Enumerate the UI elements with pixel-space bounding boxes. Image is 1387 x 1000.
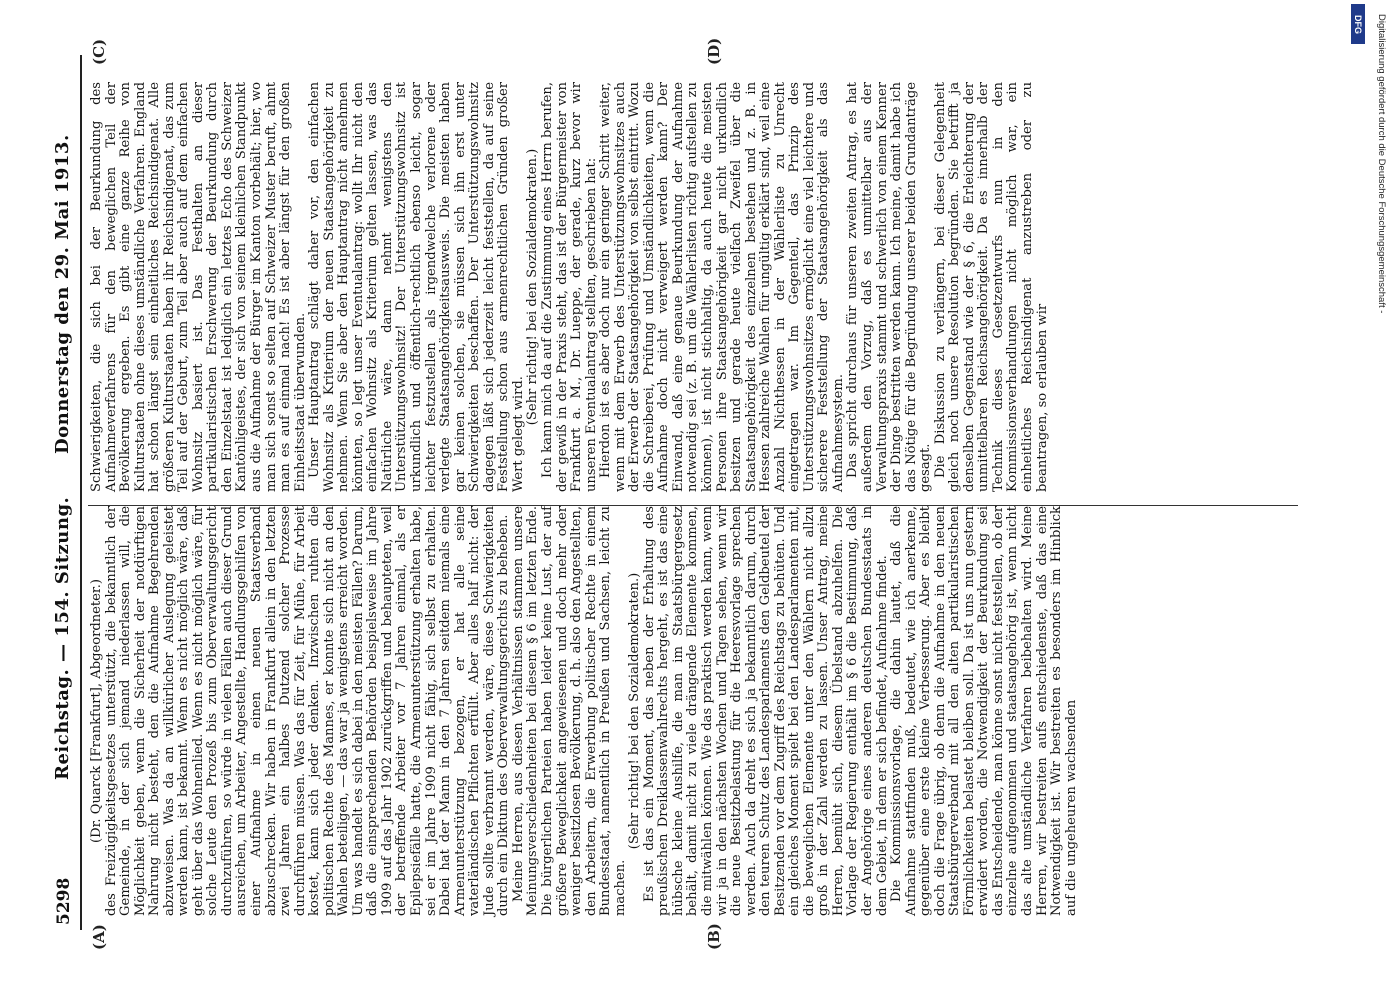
left-column xyxy=(90,506,1079,916)
paragraph: Meine Herren, aus diesen Verhältnissen stammen unsere Meinungsverschiedenheiten bei diesem § 6 im letzten Ende. Die bürgerlichen Parteien haben leider keine Lust, der auf größere Beweglichkeit angewiesenen und doch mehr oder weniger besitzlosen Bevölkerung, d. h. also den Angestellten, den Arbeitern, die Erwerbung politischer Rechte in einem Bundesstaat, namentlich in Preußen und Sachsen, leicht zu machen. xyxy=(510,506,628,916)
interjection: (Sehr richtig! bei den Sozialdemokraten.) xyxy=(525,148,541,426)
paragraph: Schwierigkeiten, die sich bei der Beurkundung des Aufnahmeverfahrens für den beweglichen Teil der Bevölkerung ergeben. Es gibt eine ganze Reihe von Kulturstaaten ohne dieses umständliche Verfahren. England hat schon längst sein einheitliches Reichsindigenat. Alle größeren Kulturstaaten haben ihr Reichsindigenat, das zum Teil auf der Geburt, zum Teil aber auch auf dem einfachen Wohnsitz basiert ist. Das Festhalten an dieser partikularistischen Erschwerung der Beurkundung durch den Einzelstaat ist lediglich ein letztes Echo des Schweizer Kantönligeistes, der sich von seinem kleinlichen Standpunkt aus die Aufnahme der Bürger im Kanton vorbehält; hier, wo man sich sonst so selten auf Schweizer Muster beruft, ahmt man es auf einmal nach! Es ist aber längst für den großen Einheitsstaat überwunden. xyxy=(89,82,308,492)
paragraph: Es ist das ein Moment, das neben der Erhaltung des preußischen Dreiklassenwahlrechts hergeht, es ist das eine hübsche kleine Aushilfe, die man im Staatsbürgergesetz behält, damit nicht zu viele drängende Elemente kommen, die mitwählen können. Wie das praktisch werden kann, wenn wir ja in den nächsten Wochen und Tagen sehen, wenn wir die neue Besitzbelastung für die Heeresvorlage sprechen werden. Auch da dreht es sich ja bekanntlich darum, durch den teuren Schutz des Landesparlaments den Geldbeutel der Besitzenden vor dem Zugriff des Reichstags zu behüten. Und ein gleiches Moment spielt bei den Landesparlamenten mit, die beweglichen Elemente unter den Wählern nicht allzu groß in der Zahl werden zu lassen. Unser Antrag, meine Herren, bemüht sich, diesem Übelstand abzuhelfen. Die Vorlage der Regierung enthält im § 6 die Bestimmung, daß der Angehörige eines anderen deutschen Bundesstaats in dem Gebiet, in dem er sich befindet, Aufnahme findet. xyxy=(641,506,890,916)
paragraph: Unser Hauptantrag schlägt daher vor, den einfachen Wohnsitz als Kriterium der neuen Staatsangehörigkeit zu nehmen. Wenn Sie aber den Hauptantrag nicht annehmen könnten, so legt unser Eventualantrag: wollt Ihr nicht den einfachen Wohnsitz als Kriterium gelten lassen, was das Natürliche wäre, dann nehmt wenigstens den Unterstützungswohnsitz! Der Unterstützungswohnsitz ist urkundlich und öffentlich-rechtlich ebenso leicht, sogar leichter festzustellen als irgendwelche verlorene oder verlegte Staatsangehörigkeitsausweis. Die meisten haben gar keinen solchen, sie müssen sich ihn erst unter Schwierigkeiten beschaffen. Der Unterstützungswohnsitz dagegen läßt sich jederzeit leicht feststellen, da auf seine Feststellung schon aus armenrechtlichen Gründen großer Wert gelegt wird. xyxy=(307,82,526,492)
right-column xyxy=(90,82,1050,492)
credit-strip xyxy=(1349,0,1387,1000)
paragraph: Das spricht durchaus für unseren zweiten Antrag, es hat außerdem den Vorzug, daß es unmittelbar aus der Verwaltungspraxis stammt und schwerlich von einem Kenner der Dinge bestritten werden kann. Ich meine, damit habe ich das Nötige für die Begründung unserer beiden Grundanträge gesagt. xyxy=(845,82,934,492)
paragraph: Die Diskussion zu verlängern, bei dieser Gelegenheit gleich noch unsere Resolution begründen. Sie betrifft ja denselben Gegenstand wie der § 6, die Erleichterung der unmittelbaren Reichsangehörigkeit. Da es innerhalb der Technik dieses Gesetzentwurfs nun in den Kommissionsverhandlungen nicht möglich war, ein einheitliches Reichsindigenat anzustreben oder zu beantragen, so erlauben wir xyxy=(932,82,1050,492)
dfg-logo: DFG xyxy=(1351,4,1365,44)
paragraph: des Freizügigkeitsgesetzes unterstützt, die bekanntlich der Gemeinde, in der sich jemand niederlassen will, die Möglichkeit geben, wenn die Sicherheit der notdürftigen Nahrung nicht besteht, den die Aufnahme Begehrenden abzuweisen. Was da an willkürlicher Auslegung geleistet werden kann, ist bekannt. Wenn es nicht möglich wäre, daß geht über das Wohnenlied. Wenn es nicht möglich wäre, für solche Leute den Prozeß bis zum Oberverwaltungsgericht durchzuführen, so würde in vielen Fällen auch dieser Grund ausreichen, um Arbeiter, Angestellte, Handlungsgehilfen von einer Aufnahme in einen neuen Staatsverband abzuschrecken. Wir haben in Frankfurt allein in den letzten zwei Jahren ein halbes Dutzend solcher Prozesse durchführen müssen. Was das für Zeit, für Mühe, für Arbeit kostet, kann sich jeder denken. Inzwischen ruhten die politischen Rechte des Mannes, er konnte sich nicht an den Wahlen beteiligen, — das war ja wenigstens erreicht worden. Um was handelt es sich dabei in den meisten Fällen? Darum, daß die einsprechenden Behörden beispielsweise im Jahre 1909 auf das Jahr 1902 zurückgriffen und behaupteten, weil der betreffende Arbeiter vor 7 Jahren einmal, als er Epilepsiefälle hatte, die Armenunterstützung erhalten habe, sei er im Jahre 1909 nicht fähig, sich selbst zu erhalten. Dabei hat der Mann in den 7 Jahren seitdem niemals eine Armenunterstützung bezogen, er hat alle seine vaterländischen Pflichten erfüllt. Aber alles half nicht: der Jude sollte verbrannt werden, wäre, diese Schwierigkeiten durch ein Diktum des Oberverwaltungsgerichts zu beheben. xyxy=(103,506,512,916)
header-rule xyxy=(80,55,82,930)
paragraph: Ich kann mich da auf die Zustimmung eines Herrn berufen, der gewiß in der Praxis steht, das ist der Bürgermeister von Frankfurt a. M., Dr. Lueppe, der gerade, kurz bevor wir unseren Eventualantrag stellten, geschrieben hat: xyxy=(539,82,599,492)
margin-letter-a: (A) xyxy=(90,924,108,950)
page-number: 5298 xyxy=(54,877,74,925)
running-head: Reichstag. — 154. Sitzung. xyxy=(52,496,73,780)
credit-text: Digitalisierung gefördert durch die Deutsche Forschungsgemeinschaft - xyxy=(1376,14,1387,314)
margin-letter-b: (B) xyxy=(705,923,723,950)
margin-letter-c: (C) xyxy=(90,38,108,65)
margin-letter-d: (D) xyxy=(705,37,723,65)
speaker-line: (Dr. Quarck [Frankfurt], Abgeordneter.) xyxy=(89,578,104,844)
session-date: Donnerstag den 29. Mai 1913. xyxy=(52,134,73,454)
interjection: (Sehr richtig! bei den Sozialdemokraten.) xyxy=(627,572,643,850)
paragraph: Die Kommissionsvorlage, die dahin lautet, daß die Aufnahme stattfinden muß, bedeutet, wie ich anerkenne, gegenüber eine erste kleine Verbesserung. Aber es bleibt doch die Frage übrig, ob denn die Aufnahme in den neuen Staatsbürgerverband mit all den alten partikularistischen Förmlichkeiten belastet bleiben soll. Da ist uns nun gestern erwidert worden, die Notwendigkeit der Beurkundung sei das Entscheidende, man könne sonst nicht feststellen, ob der einzelne aufgenommen und staatsangehörig ist, wenn nicht das alte umständliche Verfahren beibehalten wird. Meine Herren, wir bestreiten aufs entschiedenste, daß das eine Notwendigkeit ist. Wir bestreiten es besonders im Hinblick auf die ungeheuren wachsenden xyxy=(889,506,1079,916)
quotation: Hierdon ist es aber doch nur ein geringer Schritt weiter, wenn mit dem Erwerb des Unterstützungswohnsitzes auch der Erwerb der Staatsangehörigkeit von selbst eintritt. Wozu die Schreiberei, Prüfung und Umständlichkeiten, wenn die Aufnahme doch nicht verweigert werden kann? Der Einwand, daß eine genaue Beurkundung der Aufnahme notwendig sei (z. B. um die Wählerlisten richtig aufstellen zu können), ist nicht stichhaltig, da auch heute die meisten Personen ihre Staatsangehörigkeit gar nicht urkundlich besitzen und gerade heute vielfach Zweifel über die Staatsangehörigkeit des einzelnen bestehen und z. B. in Hessen zahlreiche Wahlen für ungültig erklärt sind, weil eine Anzahl Nichthessen in der Wählerliste zu Unrecht eingetragen war. Im Gegenteil, das Prinzip des Unterstützungswohnsitzes ermöglicht eine viel leichtere und sicherere Feststellung der Staatsangehörigkeit als das Aufnahmesystem. xyxy=(598,82,846,492)
